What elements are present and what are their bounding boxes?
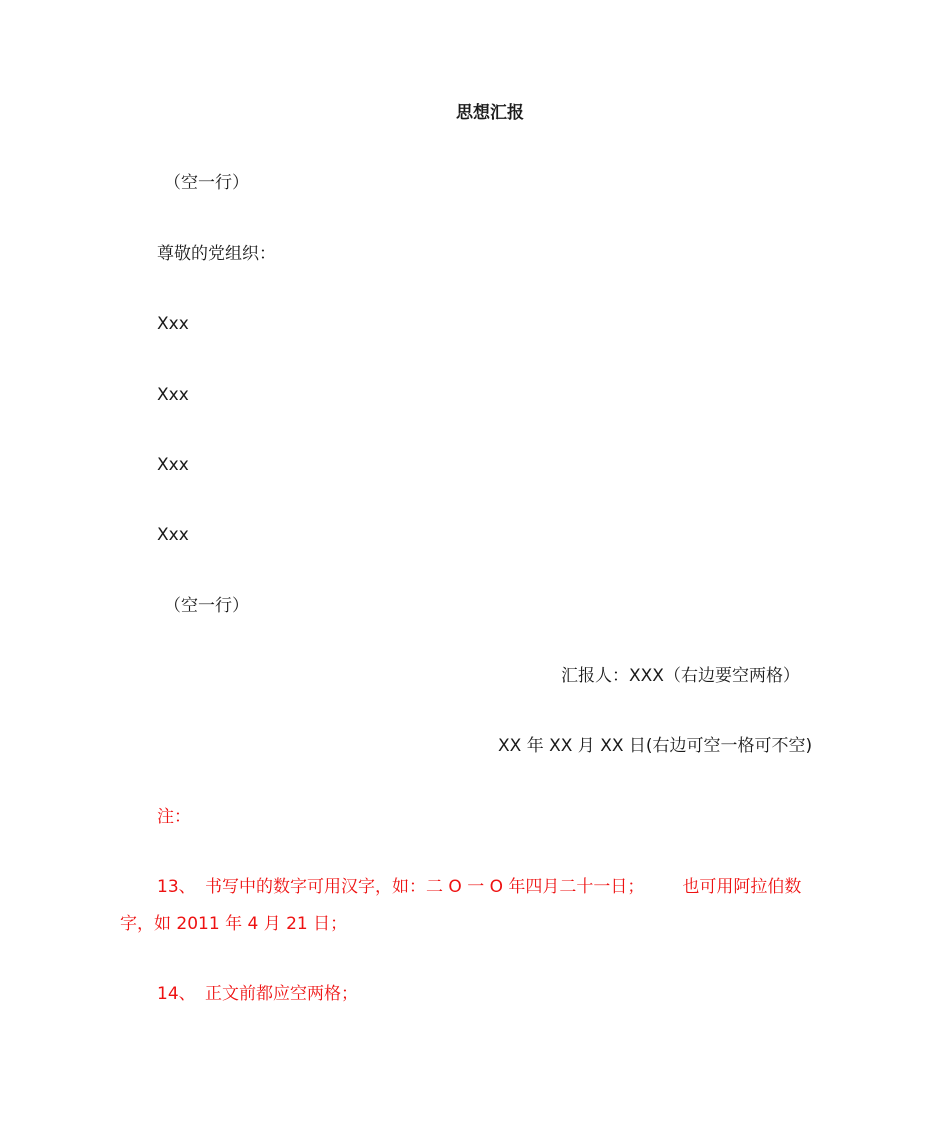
body-line: Xxx xyxy=(157,455,189,475)
note-text: 也可用阿拉伯数 xyxy=(682,877,802,897)
body-line: Xxx xyxy=(157,525,189,545)
salutation: 尊敬的党组织： xyxy=(157,244,276,264)
report-date: XX 年 XX 月 XX 日(右边可空一格可不空) xyxy=(498,736,813,756)
note-number: 14、 xyxy=(157,984,196,1004)
blank-line-marker: （空一行） xyxy=(164,173,249,193)
note-item xyxy=(157,982,358,1006)
document-title: 思想汇报 xyxy=(456,103,524,123)
note-text: 书写中的数字可用汉字，如：二 O 一 O 年四月二十一日； xyxy=(205,877,645,897)
body-line: Xxx xyxy=(157,314,189,334)
note-number: 13、 xyxy=(157,877,196,897)
reporter-signature: 汇报人：XXX（右边要空两格） xyxy=(561,666,800,686)
body-line: Xxx xyxy=(157,385,189,405)
blank-line-marker: （空一行） xyxy=(164,596,249,616)
note-label: 注： xyxy=(157,807,191,827)
note-text: 正文前都应空两格； xyxy=(205,984,358,1004)
note-continuation: 字，如 2011 年 4 月 21 日； xyxy=(120,914,348,934)
note-item xyxy=(157,875,801,899)
